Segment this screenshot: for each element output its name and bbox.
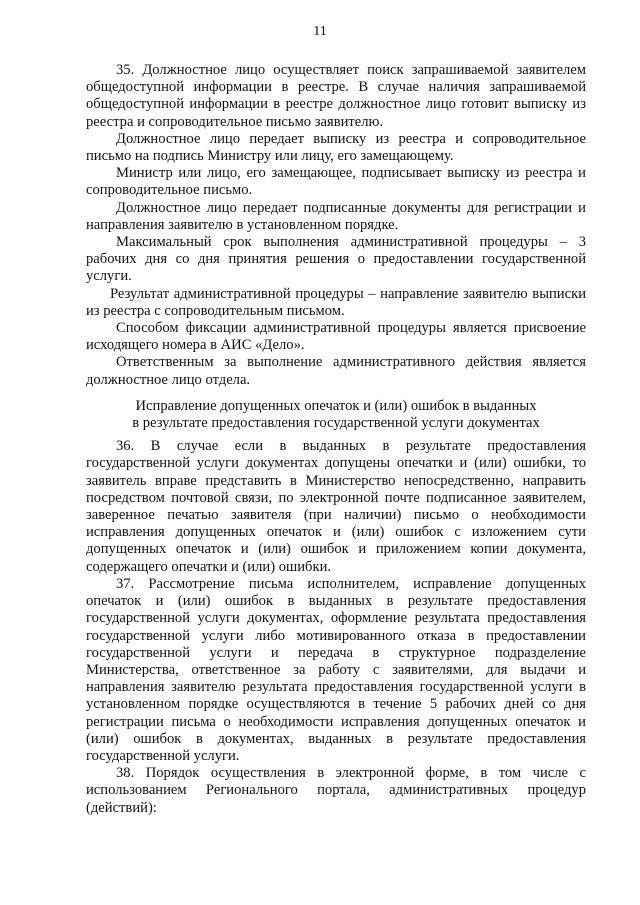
paragraph-37: 37. Рассмотрение письма исполнителем, исправление допущенных опечаток и (или) ошибок в выданных в результате предоставления государственной услуги документах, оформление результата предоставления государственной услуги либо мотивированного отказа в предоставлении государственной услуги и передача в структурное подразделение Министерства, ответственное за работу с заявителями, для выдачи и направления заявителю результата предоставления государственной услуги в установленном порядке осуществляются в течение 5 рабочих дней со дня регистрации письма о необходимости исправления допущенных опечаток и (или) ошибок в документах, выданных в результате предоставления государственной услуги. — [86, 575, 586, 764]
paragraph-responsible-person: Ответственным за выполнение административного действия является должностное лицо отдела. — [86, 354, 586, 388]
paragraph-36: 36. В случае если в выданных в результате предоставления государственной услуги документах допущены опечатки и (или) ошибки, то заявитель вправе представить в Министерство непосредственно, направить посредством почтовой связи, по электронной почте подписанное заявителем, заверенное печатью заявителя (при наличии) письмо о необходимости исправления допущенных опечаток и (или) ошибок с изложением сути допущенных опечаток и (или) ошибок и приложением копии документа, содержащего опечатки и (или) ошибки. — [86, 438, 586, 575]
paragraph-transfer-for-signature: Должностное лицо передает выписку из реестра и сопроводительное письмо на подпись Министру или лицу, его замещающему. — [86, 130, 586, 165]
paragraph-procedure-result: Результат административной процедуры – направление заявителю выписки из реестра с сопроводительным письмом. — [86, 285, 586, 319]
paragraph-35: 35. Должностное лицо осуществляет поиск запрашиваемой заявителем общедоступной информации в реестре. В случае наличия запрашиваемой общедоступной информации в реестре должностное лицо готовит выписку из реестра и сопроводительное письмо заявителю. — [86, 62, 586, 130]
paragraph-38: 38. Порядок осуществления в электронной форме, в том числе с использованием Регионального портала, административных процедур (действий): — [86, 765, 586, 816]
document-body — [86, 62, 586, 817]
paragraph-registration: Должностное лицо передает подписанные документы для регистрации и направления заявителю в установленном порядке. — [86, 199, 586, 233]
paragraph-max-term: Максимальный срок выполнения административной процедуры – 3 рабочих дня со дня принятия решения о предоставлении государственной услуги. — [86, 234, 586, 285]
paragraph-minister-signs: Министр или лицо, его замещающее, подписывает выписку из реестра и сопроводительное письмо. — [86, 165, 586, 199]
section-heading — [86, 398, 586, 432]
section-heading-line-2: в результате предоставления государственной услуги документах — [132, 415, 540, 432]
page-number: 11 — [313, 24, 327, 39]
section-heading-line-1: Исправление допущенных опечаток и (или) ошибок в выданных — [135, 397, 537, 414]
paragraph-fixation-method: Способом фиксации административной процедуры является присвоение исходящего номера в АИС «Дело». — [86, 320, 586, 354]
